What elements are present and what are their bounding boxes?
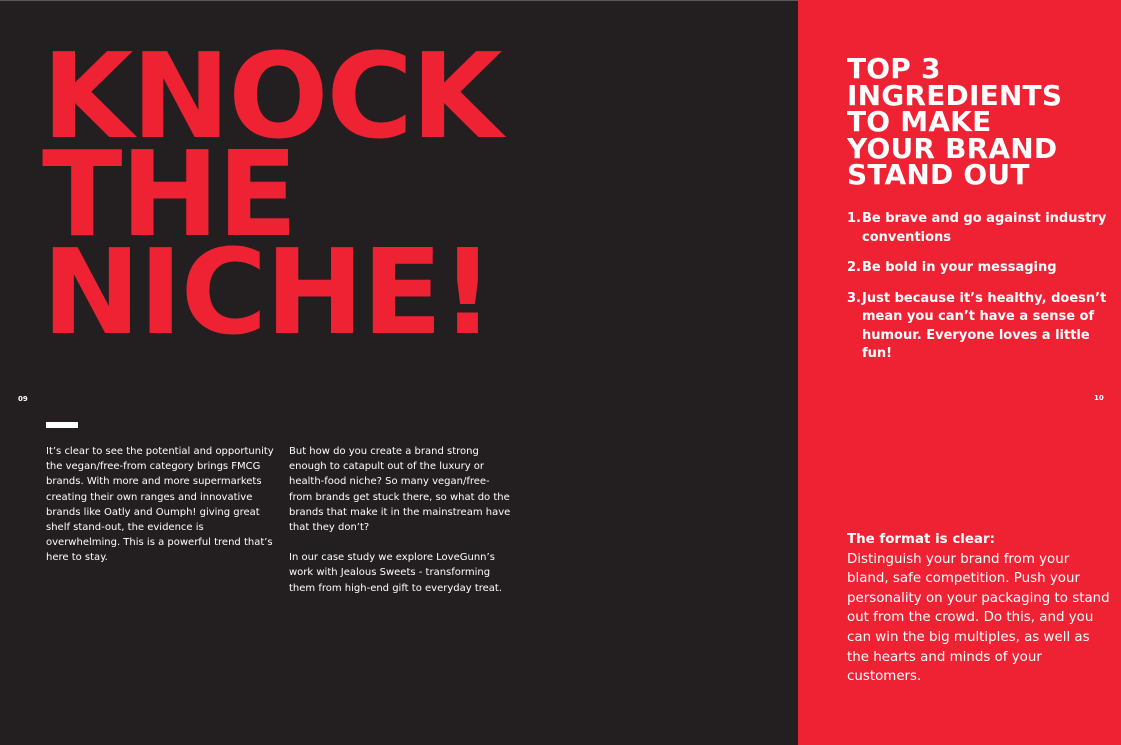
title-line: TO MAKE bbox=[847, 105, 992, 138]
headline-line-3: NICHE! bbox=[42, 223, 493, 361]
ingredients-title bbox=[847, 52, 1063, 191]
title-line: STAND OUT bbox=[847, 158, 1030, 191]
list-item-number: 1. bbox=[847, 211, 861, 226]
body-paragraph: In our case study we explore LoveGunn’s work with Jealous Sweets - transforming them from high-end gift to everyday treat. bbox=[289, 552, 503, 594]
body-paragraph: It’s clear to see the potential and opportunity the vegan/free-from category brings FMCG brands. With more and more supermarkets creating their own ranges and innovative brands like Oatly and Oumph! giving great shelf stand-out, the evidence is overwhelming. This is a powerful trend that’s here to stay. bbox=[46, 446, 274, 564]
list-item bbox=[847, 210, 1109, 247]
list-item-text: Be bold in your messaging bbox=[862, 260, 1057, 275]
list-item-text: Just because it’s healthy, doesn’t mean you can’t have a sense of humour. Everyone loves a little fun! bbox=[862, 290, 1107, 361]
format-lead: The format is clear: bbox=[847, 532, 995, 547]
list-item-number: 3. bbox=[847, 290, 861, 306]
headline-line-1: KNOCK bbox=[42, 27, 501, 165]
ingredients-list bbox=[847, 210, 1109, 376]
list-item-number: 2. bbox=[847, 260, 861, 275]
page-number-right: 10 bbox=[1094, 394, 1104, 402]
title-line: INGREDIENTS bbox=[847, 78, 1063, 112]
page-number-left: 09 bbox=[18, 395, 28, 403]
accent-bar bbox=[46, 422, 78, 428]
page-headline bbox=[42, 27, 501, 361]
list-item-text: Be brave and go against industry conventions bbox=[862, 211, 1107, 245]
list-item bbox=[847, 290, 1109, 364]
title-line: YOUR BRAND bbox=[847, 131, 1058, 165]
format-text: Distinguish your brand from your bland, safe competition. Push your personality on your packaging to stand out from the crowd. Do this, and you can win the big multiples, as well as the hearts and minds of your customers. bbox=[847, 551, 1110, 685]
body-paragraph: But how do you create a brand strong enough to catapult out of the luxury or health-food niche? So many vegan/free-from brands get stuck there, so what do the brands that make it in the mainstream have that they don’t? bbox=[289, 446, 511, 534]
body-column-1 bbox=[46, 444, 274, 581]
body-column-2 bbox=[289, 444, 511, 611]
right-page bbox=[798, 0, 1121, 745]
list-item bbox=[847, 259, 1109, 278]
title-line: TOP 3 bbox=[847, 52, 941, 85]
headline-line-2: THE bbox=[42, 125, 296, 263]
format-callout bbox=[847, 530, 1113, 687]
